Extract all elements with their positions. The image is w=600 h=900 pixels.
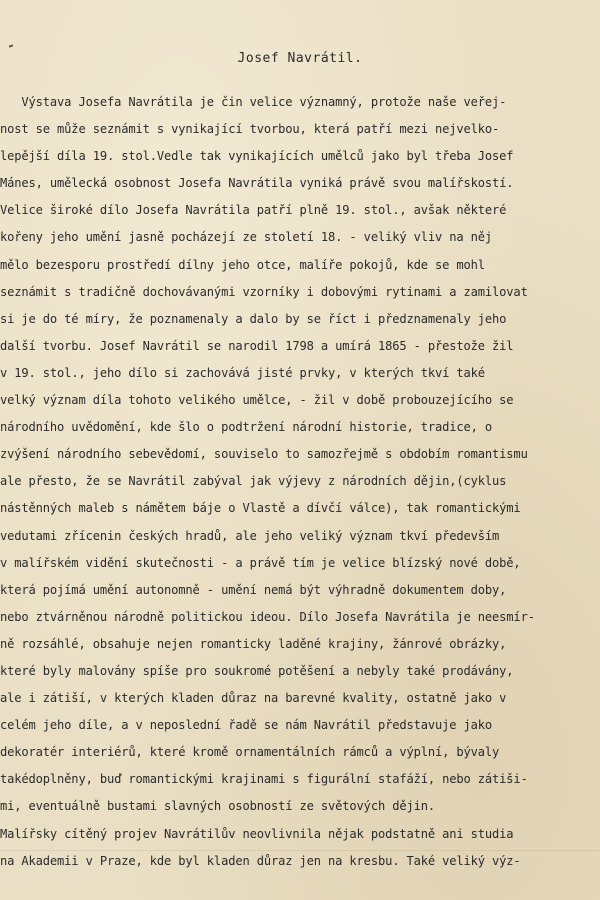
text-line: národního uvědomění, kde šlo o podtržení národní historie, tradice, o	[0, 420, 493, 435]
text-line: vedutami zřícenin českých hradů, ale jeho veliký význam tkví především	[0, 528, 500, 543]
text-line: ale i zátiší, v kterých kladen důraz na barevné kvality, ostatně jako v	[0, 691, 507, 706]
document-body	[0, 94, 600, 880]
text-line: Velice široké dílo Josefa Navrátila patří plně 19. stol., avšak některé	[0, 203, 507, 218]
text-line: nástěnných maleb s námětem báje o Vlastě a dívčí válce), tak romantickými	[0, 501, 521, 516]
text-line: lepější díla 19. stol.Vedle tak vynikajících umělců jako byl třeba Josef	[0, 149, 514, 164]
text-line: na Akademii v Praze, kde byl kladen důraz jen na kresbu. Také veliký výz-	[0, 853, 521, 868]
text-line: Mánes, umělecká osobnost Josefa Navrátila vyniká právě svou malířskostí.	[0, 176, 514, 191]
text-line: si je do té míry, že poznamenaly a dalo by se říct i předznamenaly jeho	[0, 311, 507, 326]
text-line: v malířském vidění skutečnosti - a právě tím je velice blízský nové době,	[0, 555, 521, 570]
text-line: takédoplněny, buď romantickými krajinami s figurální stafáží, nebo zátiši-	[0, 772, 528, 787]
text-line: seznámit s tradičně dochovávanými vzorníky i dobovými rytinami a zamilovat	[0, 284, 528, 299]
ink-mark	[9, 44, 13, 47]
text-line: mělo bezesporu prostředí dílny jeho otce, malíře pokojů, kde se mohl	[0, 257, 485, 272]
text-line: ale přesto, že se Navrátil zabýval jak výjevy z národních dějin,(cyklus	[0, 474, 507, 489]
text-line: mi, eventuálně bustami slavných osobností ze světových dějin.	[0, 799, 435, 814]
text-line: ně rozsáhlé, obsahuje nejen romanticky laděné krajiny, žánrové obrázky,	[0, 636, 507, 651]
text-line: kořeny jeho umění jasně pocházejí ze století 18. - veliký vliv na něj	[0, 230, 493, 245]
text-line: které byly malovány spíše pro soukromé potěšení a nebyly také prodávány,	[0, 663, 514, 678]
text-line: zvýšení národního sebevědomí, souviselo to samozřejmě s obdobím romantismu	[0, 447, 528, 462]
text-line: velký význam díla tohoto velikého umělce, - žil v době probouzejícího se	[0, 393, 514, 408]
text-line: Výstava Josefa Navrátila je čin velice významný, protože naše veřej-	[0, 95, 507, 109]
text-line: která pojímá umění autonomně - umění nemá být výhradně dokumentem doby,	[0, 582, 507, 597]
document-title: Josef Navrátil.	[237, 51, 363, 66]
text-line: dekoratér interiérů, které kromě ornamentálních rámců a výplní, bývaly	[0, 745, 500, 760]
text-line: Malířsky cítěný projev Navrátilův neovlivnila nějak podstatně ani studia	[0, 826, 514, 841]
text-line: nebo ztvárněnou národně politickou ideou. Dílo Josefa Navrátila je neesmír-	[0, 609, 535, 624]
text-line: v 19. stol., jeho dílo si zachovává jisté prvky, v kterých tkví také	[0, 365, 485, 380]
text-line: nost se může seznámit s vynikající tvorbou, která patří mezi nejvelko-	[0, 122, 500, 137]
text-line: další tvorbu. Josef Navrátil se narodil 1798 a umírá 1865 - přestože žil	[0, 338, 514, 353]
text-line: celém jeho díle, a v neposlední řadě se nám Navrátil představuje jako	[0, 718, 493, 733]
paper-fold-line	[0, 850, 600, 851]
